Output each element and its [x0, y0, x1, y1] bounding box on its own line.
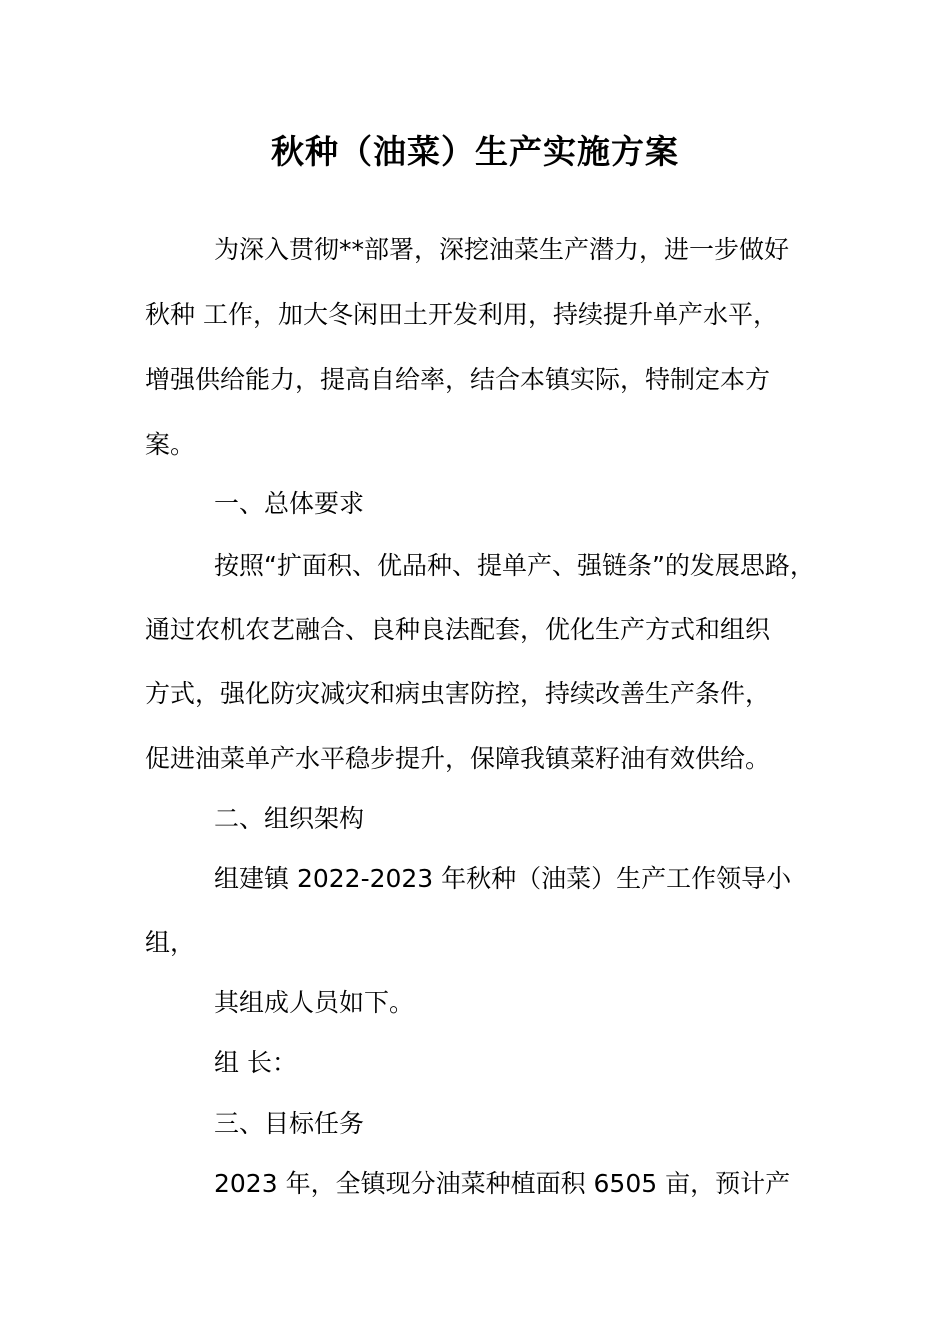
document-title: 秋种（油菜）生产实施方案: [271, 132, 679, 171]
paragraph-line: 组建镇 2022-2023 年秋种（油菜）生产工作领导小: [214, 864, 792, 893]
paragraph-line: 秋种 工作，加大冬闲田土开发利用，持续提升单产水平，: [145, 300, 778, 329]
paragraph-line: 通过农机农艺融合、良种良法配套，优化生产方式和组织: [145, 615, 771, 644]
paragraph-line: 方式，强化防灾减灾和病虫害防控，持续改善生产条件，: [145, 679, 771, 708]
paragraph-line: 增强供给能力，提高自给率，结合本镇实际，特制定本方: [145, 365, 771, 394]
paragraph-line: 案。: [145, 430, 196, 459]
paragraph-line: 组 长：: [214, 1048, 297, 1077]
paragraph-line: 2023 年，全镇现分油菜种植面积 6505 亩，预计产: [214, 1169, 791, 1198]
paragraph-line: 其组成人员如下。: [214, 988, 415, 1017]
paragraph-line: 按照“扩面积、优品种、提单产、强链条”的发展思路，: [214, 551, 815, 580]
paragraph-line: 为深入贯彻**部署，深挖油菜生产潜力，进一步做好: [214, 235, 790, 264]
section-heading: 三、目标任务: [214, 1109, 365, 1138]
section-heading: 一、总体要求: [214, 489, 365, 518]
paragraph-line: 促进油菜单产水平稳步提升，保障我镇菜籽油有效供给。: [145, 744, 771, 773]
paragraph-line: 组，: [145, 928, 196, 957]
section-heading: 二、组织架构: [214, 804, 365, 833]
